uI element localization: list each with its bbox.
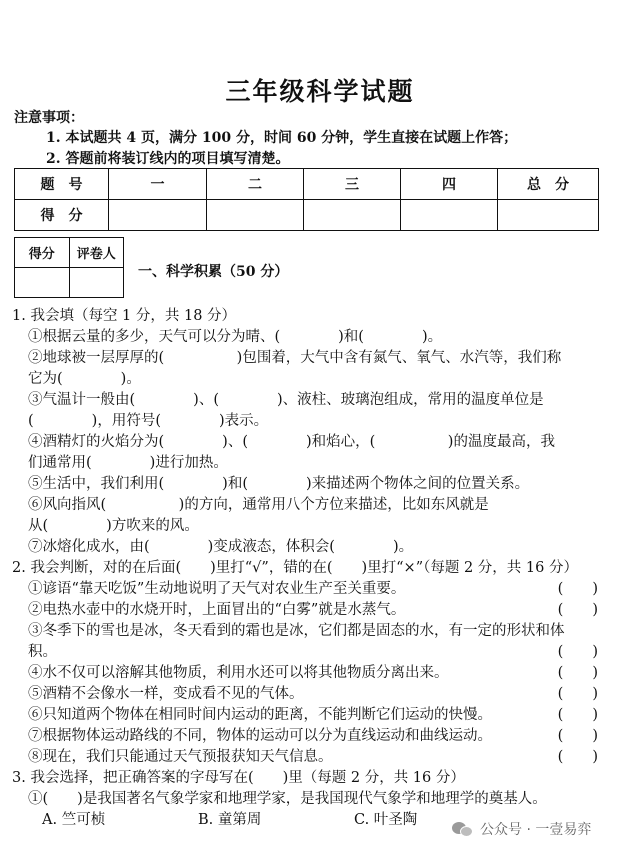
score-table-cell: 得 分 (15, 200, 109, 231)
question-line: ③气温计一般由( )、( )、液柱、玻璃泡组成，常用的温度单位是 (28, 392, 544, 408)
score-table-cell: 一 (109, 169, 207, 200)
answer-bracket: ( ) (557, 728, 598, 744)
judge-item (28, 577, 598, 598)
question-line: ⑤生活中，我们利用( )和( )来描述两个物体之间的位置关系。 (28, 476, 530, 492)
grader-table (14, 237, 124, 298)
grader-table-cell: 得分 (15, 238, 70, 268)
judge-item (28, 745, 598, 766)
question-line: ①( )是我国著名气象学家和地理学家，是我国现代气象学和地理学的奠基人。 (28, 791, 547, 807)
question-line: ⑦冰熔化成水，由( )变成液态，体积会( )。 (28, 539, 414, 555)
choice-options (42, 808, 417, 829)
score-table-score-row (15, 200, 599, 231)
grader-table-cell (15, 268, 70, 298)
score-table-cell (304, 200, 401, 231)
question-line: ②地球被一层厚厚的( )包围着，大气中含有氮气、氧气、水汽等，我们称 (28, 350, 562, 366)
judge-text: ⑥只知道两个物体在相同时间内运动的距离，不能判断它们运动的快慢。 (28, 707, 492, 723)
question-heading: 1. 我会填（每空 1 分，共 18 分） (12, 308, 237, 324)
watermark (452, 819, 591, 839)
section-title: 一、科学积累（50 分） (138, 264, 289, 280)
question-heading: 3. 我会选择，把正确答案的字母写在( )里（每题 2 分，共 16 分） (12, 770, 465, 786)
judge-text: ①谚语“靠天吃饭”生动地说明了天气对农业生产至关重要。 (28, 581, 406, 597)
score-table-header-row (15, 169, 599, 200)
judge-text: ⑧现在，我们只能通过天气预报获知天气信息。 (28, 749, 333, 765)
score-table-cell (401, 200, 498, 231)
judge-item (28, 598, 598, 619)
watermark-text: 公众号 · 一壹易弈 (480, 822, 592, 838)
judge-text: ⑦根据物体运动路线的不同，物体的运动可以分为直线运动和曲线运动。 (28, 728, 492, 744)
note-item: 2. 答题前将装订线内的项目填写清楚。 (46, 151, 290, 167)
exam-title: 三年级科学试题 (225, 77, 415, 106)
answer-bracket: ( ) (557, 644, 598, 660)
question-line: 它为( )。 (28, 371, 141, 387)
answer-bracket: ( ) (557, 749, 598, 765)
choice-option-b: B. 童第周 (198, 812, 262, 828)
choice-option-a: A. 竺可桢 (42, 812, 106, 828)
question-line: ①根据云量的多少，天气可以分为晴、( )和( )。 (28, 329, 443, 345)
question-line: 从( )方吹来的风。 (28, 518, 199, 534)
question-line: ( )，用符号( )表示。 (28, 413, 269, 429)
score-table-cell: 总 分 (498, 169, 599, 200)
judge-text: ②电热水壶中的水烧开时，上面冒出的“白雾”就是水蒸气。 (28, 602, 406, 618)
judge-item (28, 640, 598, 661)
judge-item (28, 724, 598, 745)
judge-text: ⑤酒精不会像水一样，变成看不见的气体。 (28, 686, 304, 702)
score-table-cell (207, 200, 304, 231)
judge-item (28, 703, 598, 724)
grader-table-cell (69, 268, 124, 298)
judge-text: 积。 (28, 644, 57, 660)
question-line: ⑥风向指风( )的方向，通常用八个方位来描述，比如东风就是 (28, 497, 489, 513)
score-table-cell: 三 (304, 169, 401, 200)
answer-bracket: ( ) (557, 707, 598, 723)
score-table-cell: 二 (207, 169, 304, 200)
score-table-cell (109, 200, 207, 231)
question-line: ④酒精灯的火焰分为( )、( )和焰心，( )的温度最高，我 (28, 434, 555, 450)
score-table-cell: 题 号 (15, 169, 109, 200)
answer-bracket: ( ) (557, 686, 598, 702)
score-table-cell (498, 200, 599, 231)
answer-bracket: ( ) (557, 665, 598, 681)
judge-item (28, 682, 598, 703)
wechat-icon (452, 820, 474, 838)
score-table (14, 168, 599, 231)
note-item: 1. 本试题共 4 页，满分 100 分，时间 60 分钟，学生直接在试题上作答； (46, 130, 518, 146)
answer-bracket: ( ) (557, 581, 598, 597)
question-heading: 2. 我会判断，对的在后面( )里打“√”，错的在( )里打“×”（每题 2 分，共 16 分） (12, 560, 578, 576)
question-line: 们通常用( )进行加热。 (28, 455, 228, 471)
grader-table-cell: 评卷人 (69, 238, 124, 268)
score-table-cell: 四 (401, 169, 498, 200)
choice-option-c: C. 叶圣陶 (354, 812, 418, 828)
notes-heading: 注意事项： (14, 110, 84, 126)
judge-item (28, 661, 598, 682)
judge-text: ④水不仅可以溶解其他物质，利用水还可以将其他物质分离出来。 (28, 665, 449, 681)
question-line: ③冬季下的雪也是冰，冬天看到的霜也是冰，它们都是固态的水，有一定的形状和体 (28, 623, 565, 639)
answer-bracket: ( ) (557, 602, 598, 618)
